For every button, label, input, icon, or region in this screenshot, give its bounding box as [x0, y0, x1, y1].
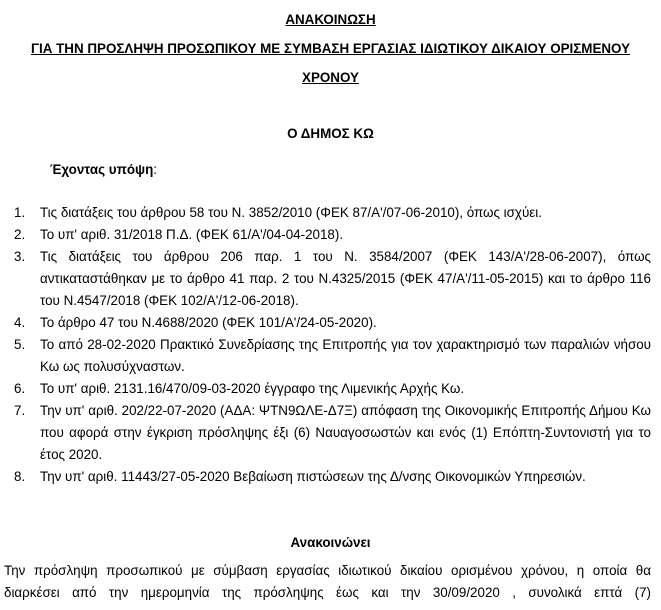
list-item-number: 4. [14, 315, 26, 330]
body-paragraph: Την πρόσληψη προσωπικού με σύμβαση εργασίας ιδιωτικού δικαίου ορισμένου χρόνου, η οποία θα διαρκέσει από την ημερομηνία της πρόσληψης έως και την 30/09/2020 , συνολικά επτά (7) [4, 563, 651, 600]
list-item [0, 246, 661, 312]
list-item-text: Το υπ' αριθ. 31/2018 Π.Δ. (ΦΕΚ 61/Α'/04-04-2018). [40, 227, 344, 242]
legal-basis-list [0, 202, 661, 488]
list-item-text: Την υπ' αριθ. 11443/27-05-2020 Βεβαίωση πιστώσεων της Δ/νσης Οικονομικών Υπηρεσιών. [40, 469, 586, 484]
list-item-text: Τις διατάξεις του άρθρου 58 του Ν. 3852/2010 (ΦΕΚ 87/Α'/07-06-2010), όπως ισχύει. [40, 205, 542, 220]
announcement-subtitle-continued: ΧΡΟΝΟΥ [302, 70, 359, 85]
list-item-text: Το από 28-02-2020 Πρακτικό Συνεδρίασης της Επιτροπής για τον χαρακτηρισμό των παραλιών νήσου Κω ως πολυσύχναστων. [40, 337, 651, 374]
list-item-number: 7. [14, 403, 26, 418]
list-item-number: 5. [14, 337, 26, 352]
list-item [0, 466, 661, 488]
list-item-text: Το άρθρο 47 του Ν.4688/2020 (ΦΕΚ 101/Α'/24-05-2020). [40, 315, 377, 330]
considering-label [50, 162, 157, 178]
list-item [0, 378, 661, 400]
announcement-subtitle: ΓΙΑ ΤΗΝ ΠΡΟΣΛΗΨΗ ΠΡΟΣΩΠΙΚΟΥ ΜΕ ΣΥΜΒΑΣΗ ΕΡΓΑΣΙΑΣ ΙΔΙΩΤΙΚΟΥ ΔΙΚΑΙΟΥ ΟΡΙΣΜΕΝΟΥ [30, 41, 631, 56]
list-item-text: Τις διατάξεις του άρθρου 206 παρ. 1 του Ν. 3584/2007 (ΦΕΚ 143/Α'/28-06-2007), όπως αντικαταστάθηκαν με το άρθρο 41 παρ. 2 του Ν.4325/2015 (ΦΕΚ 47/Α'/11-05-2015) και το άρθρο 116 του Ν.4547/2018 (ΦΕΚ 102/Α'/12-06-2018). [40, 249, 651, 308]
list-item-text: Το υπ' αριθ. 2131.16/470/09-03-2020 έγγραφο της Λιμενικής Αρχής Κω. [40, 381, 465, 396]
list-item-number: 8. [14, 469, 26, 484]
announces-heading: Ανακοινώνει [290, 535, 371, 550]
considering-text: Έχοντας υπόψη [50, 162, 154, 177]
considering-colon: : [153, 162, 158, 177]
list-item [0, 202, 661, 224]
list-item [0, 400, 661, 466]
list-item [0, 334, 661, 378]
list-item [0, 224, 661, 246]
list-item [0, 312, 661, 334]
list-item-number: 1. [14, 205, 26, 220]
list-item-text: Την υπ' αριθ. 202/22-07-2020 (ΑΔΑ: ΨΤΝ9ΩΛΕ-Δ7Ξ) απόφαση της Οικονομικής Επιτροπής Δήμου Κω που αφορά στην έγκριση πρόσληψης έξι (6) Ναυαγοσωστών και ενός (1) Επόπτη-Συντονιστή για το έτος 2020. [40, 403, 651, 462]
list-item-number: 6. [14, 381, 26, 396]
list-item-number: 2. [14, 227, 26, 242]
announcement-title: ΑΝΑΚΟΙΝΩΣΗ [285, 12, 376, 27]
list-item-number: 3. [14, 249, 26, 264]
municipality-heading: Ο ΔΗΜΟΣ ΚΩ [287, 126, 374, 141]
